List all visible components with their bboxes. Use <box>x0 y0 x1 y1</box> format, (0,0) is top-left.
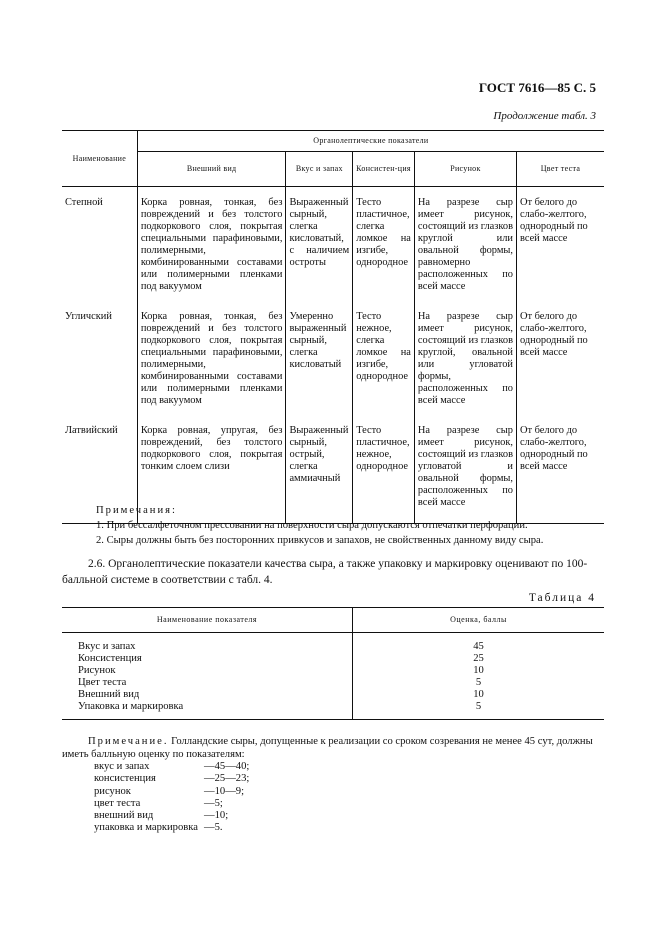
score-value: —10; <box>204 810 229 822</box>
score-name: рисунок <box>94 785 131 797</box>
col-header-indicator: Наименование показателя <box>62 608 353 633</box>
consistency-cell: Тесто пластичное, нежное, однородное <box>353 421 415 524</box>
paragraph-2-6: 2.6. Органолептические показатели качества сыра, а также упаковку и маркировку оценивают по 100-балльной системе в соответствии с табл. 4. <box>62 558 588 586</box>
indicator-score: 45 <box>353 633 605 654</box>
table-row <box>62 677 604 689</box>
col-header-color: Цвет теста <box>516 152 604 187</box>
cheese-name: Степной <box>65 197 103 208</box>
color-cell: От белого до слабо-желтого, однородный по всей массе <box>516 421 604 524</box>
table-row <box>62 689 604 701</box>
table-row <box>62 307 604 421</box>
consistency-cell: Тесто нежное, слегка ломкое на изгибе, однородное <box>353 307 415 421</box>
table-continuation-label: Продолжение табл. 3 <box>493 110 596 122</box>
score-list <box>94 761 249 835</box>
score-name: вкус и запах <box>94 761 150 772</box>
indicator-name: Консистенция <box>78 653 142 664</box>
col-header-consistency: Консистен-ция <box>353 152 415 187</box>
score-name: внешний вид <box>94 810 154 822</box>
score-value: —10—9; <box>204 785 245 797</box>
col-header-score: Оценка, баллы <box>353 608 605 633</box>
indicator-name: Рисунок <box>78 665 116 676</box>
scores-table <box>62 607 604 720</box>
note-item: 2. Сыры должны быть без посторонних привкусов и запахов, не свойственных данному виду сыра. <box>96 535 544 546</box>
table-row <box>62 665 604 677</box>
appearance-cell: Корка ровная, тонкая, без повреждений и без толстого подкоркового слоя, покрытая специальными парафиновыми, полимерными, комбинированными составами или полимерными пленками под вакуумом <box>137 307 286 421</box>
col-header-name: Наименование <box>62 131 137 187</box>
col-header-taste: Вкус и запах <box>286 152 353 187</box>
consistency-cell: Тесто пластичное, слегка ломкое на изгибе, однородное <box>353 187 415 308</box>
list-item <box>94 810 249 822</box>
indicator-score: 5 <box>353 701 605 720</box>
score-value: —5. <box>204 822 223 834</box>
indicator-score: 10 <box>353 689 605 701</box>
color-cell: От белого до слабо-желтого, однородный по всей массе <box>516 307 604 421</box>
cheese-name: Латвийский <box>62 421 137 524</box>
col-header-appearance: Внешний вид <box>137 152 286 187</box>
color-cell: От белого до слабо-желтого, однородный по всей массе <box>516 187 604 308</box>
note-item: 1. При бессалфеточном прессовании на поверхности сыра допускаются отпечатки перфорации. <box>96 520 528 531</box>
table-row <box>62 187 604 308</box>
score-value: —45—40; <box>204 761 250 772</box>
group-header: Органолептические показатели <box>137 131 604 152</box>
list-item <box>94 822 249 834</box>
list-item <box>94 798 249 810</box>
table-row <box>62 653 604 665</box>
indicator-name: Цвет теста <box>78 677 127 688</box>
page-header: ГОСТ 7616—85 С. 5 <box>478 80 596 95</box>
dutch-cheese-note <box>62 735 604 761</box>
appearance-cell: Корка ровная, упругая, без повреждений, без толстого подкоркового слоя, покрытая тонким слоем слизи <box>137 421 286 524</box>
score-value: —5; <box>204 797 223 809</box>
list-item <box>94 773 249 785</box>
score-value: —25—23; <box>204 773 250 785</box>
list-item <box>94 786 249 798</box>
indicator-score: 5 <box>353 677 605 689</box>
indicator-name: Вкус и запах <box>78 641 136 652</box>
indicator-name: Внешний вид <box>78 689 140 700</box>
pattern-cell: На разрезе сыр имеет рисунок, состоящий из глазков круглой или овальной формы, равномерно расположенных по всей массе <box>414 187 516 308</box>
pattern-cell: На разрезе сыр имеет рисунок, состоящий из глазков угловатой и овальной формы, расположенных по всей массе <box>414 421 516 524</box>
taste-cell: Выраженный сырный, острый, слегка аммиачный <box>286 421 353 524</box>
appearance-cell: Корка ровная, тонкая, без повреждений и без толстого подкоркового слоя, покрытая специальными парафиновыми, полимерными, комбинированными составами или полимерными пленками под вакуумом <box>137 187 286 308</box>
col-header-pattern: Рисунок <box>414 152 516 187</box>
notes-block <box>96 503 543 548</box>
pattern-cell: На разрезе сыр имеет рисунок, состоящий из глазков круглой, овальной или угловатой формы, расположенных по всей массе <box>414 307 516 421</box>
indicator-name: Упаковка и маркировка <box>62 701 353 720</box>
table4-caption: Таблица 4 <box>528 592 596 604</box>
score-name: цвет теста <box>94 797 141 809</box>
taste-cell: Умеренно выраженный сырный, слегка кисловатый <box>286 307 353 421</box>
notes-title: Примечания: <box>96 505 177 516</box>
indicator-score: 25 <box>353 653 605 665</box>
score-name: упаковка и маркировка <box>94 822 198 834</box>
taste-cell: Выраженный сырный, слегка кисловатый, с наличием остроты <box>286 187 353 308</box>
list-item <box>94 761 249 773</box>
organoleptic-table <box>62 130 604 524</box>
indicator-score: 10 <box>353 665 605 677</box>
table-row <box>62 701 604 720</box>
score-name: консистенция <box>94 773 156 785</box>
note-text: Голландские сыры, допущенные к реализации со сроком созревания не менее 45 сут, должны иметь балльную оценку по показателям: <box>62 736 593 760</box>
note-lead: Примечание. <box>88 736 169 747</box>
cheese-name: Угличский <box>65 311 112 322</box>
table-row <box>62 633 604 654</box>
